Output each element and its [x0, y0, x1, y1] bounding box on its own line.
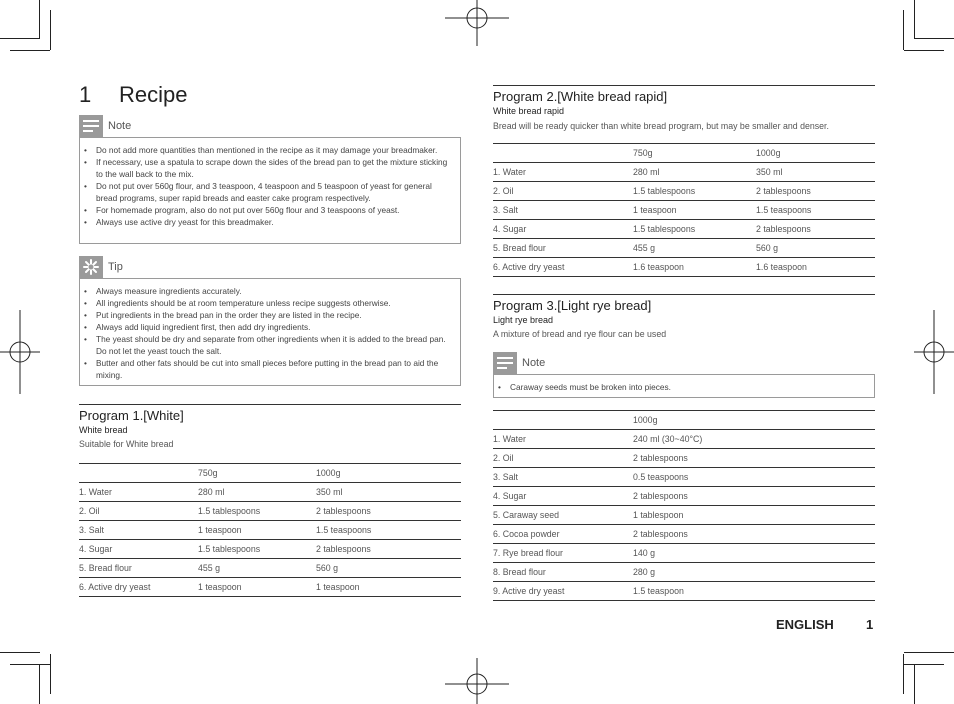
- program-2-table: [493, 143, 875, 277]
- table-row: 9. Active dry yeast 1.5 teaspoon: [493, 582, 875, 601]
- program-1-subtitle: White bread: [79, 425, 128, 435]
- program-1-table: [79, 463, 461, 597]
- list-item: • Do not add more quantities than mentioned in the recipe as it may damage your breadmaker.: [80, 144, 454, 156]
- chapter-title: Recipe: [119, 82, 188, 107]
- program-1-title: Program 1.[White]: [79, 404, 461, 423]
- list-item: • If necessary, use a spatula to scrape down the sides of the bread pan to get the mixture sticking to the wall back to the mix.: [80, 156, 454, 180]
- list-item: • Do not put over 560g flour, and 3 teaspoon, 4 teaspoon and 5 teaspoon of yeast for general bread programs, super rapid breads and easter cake program respectively.: [80, 180, 454, 204]
- list-item: • Butter and other fats should be cut into small pieces before putting in the bread pan to aid the mixing.: [80, 357, 454, 381]
- table-row: 2. Oil 1.5 tablespoons 2 tablespoons: [79, 502, 461, 521]
- note-box: [493, 374, 875, 398]
- table-row: 6. Active dry yeast 1.6 teaspoon 1.6 teaspoon: [493, 258, 875, 277]
- registration-mark-right: [914, 310, 954, 394]
- program-3-description: A mixture of bread and rye flour can be used: [493, 329, 667, 339]
- chapter-number: 1: [79, 82, 92, 107]
- note-label: Note: [108, 120, 132, 132]
- table-row: 6. Active dry yeast 1 teaspoon 1 teaspoon: [79, 578, 461, 597]
- table-row: 3. Salt 1 teaspoon 1.5 teaspoons: [79, 521, 461, 540]
- note-header: [79, 115, 131, 137]
- table-row: 5. Caraway seed 1 tablespoon: [493, 506, 875, 525]
- tip-icon: [79, 256, 103, 278]
- list-item: • Always measure ingredients accurately.: [80, 285, 454, 297]
- page-heading: [79, 82, 187, 108]
- table-row: 3. Salt 1 teaspoon 1.5 teaspoons: [493, 201, 875, 220]
- table-row: 1. Water 240 ml (30~40°C): [493, 430, 875, 449]
- registration-mark-top: [445, 0, 509, 46]
- program-1-description: Suitable for White bread: [79, 439, 174, 449]
- tip-header: [79, 256, 123, 278]
- program-3-title: Program 3.[Light rye bread]: [493, 294, 875, 313]
- table-row: 3. Salt 0.5 teaspoons: [493, 468, 875, 487]
- registration-mark-bottom: [445, 658, 509, 704]
- table-row: 2. Oil 1.5 tablespoons 2 tablespoons: [493, 182, 875, 201]
- list-item: • Always add liquid ingredient first, then add dry ingredients.: [80, 321, 454, 333]
- registration-mark-left: [0, 310, 40, 394]
- note-icon: [79, 115, 103, 137]
- tip-box: [79, 278, 461, 386]
- table-row: 4. Sugar 2 tablespoons: [493, 487, 875, 506]
- list-item: • Caraway seeds must be broken into pieces.: [494, 381, 868, 393]
- table-row: 4. Sugar 1.5 tablespoons 2 tablespoons: [79, 540, 461, 559]
- list-item: • Always use active dry yeast for this breadmaker.: [80, 216, 454, 228]
- table-row: 8. Bread flour 280 g: [493, 563, 875, 582]
- table-row: 7. Rye bread flour 140 g: [493, 544, 875, 563]
- note-icon: [493, 352, 517, 374]
- tip-label: Tip: [108, 261, 123, 273]
- table-row: 1. Water 280 ml 350 ml: [79, 483, 461, 502]
- list-item: • The yeast should be dry and separate from other ingredients when it is added to the bread pan. Do not let the yeast touch the salt.: [80, 333, 454, 357]
- table-header-row: 750g 1000g: [493, 144, 875, 163]
- list-item: • For homemade program, also do not put over 560g flour and 3 teaspoons of yeast.: [80, 204, 454, 216]
- table-row: 6. Cocoa powder 2 tablespoons: [493, 525, 875, 544]
- table-row: 5. Bread flour 455 g 560 g: [79, 559, 461, 578]
- table-row: 5. Bread flour 455 g 560 g: [493, 239, 875, 258]
- table-header-row: 750g 1000g: [79, 464, 461, 483]
- footer-language: ENGLISH: [776, 617, 834, 632]
- program-3-table: [493, 410, 875, 601]
- note-box: [79, 137, 461, 244]
- program-3-subtitle: Light rye bread: [493, 315, 554, 325]
- table-header-row: 1000g: [493, 411, 875, 430]
- program-2-subtitle: White bread rapid: [493, 106, 565, 116]
- program-2-title: Program 2.[White bread rapid]: [493, 85, 875, 104]
- table-row: 2. Oil 2 tablespoons: [493, 449, 875, 468]
- program-2-description: Bread will be ready quicker than white bread program, but may be smaller and denser.: [493, 121, 829, 131]
- note-header: [493, 352, 545, 374]
- page-number: 1: [866, 617, 874, 632]
- note-label: Note: [522, 357, 546, 369]
- list-item: • All ingredients should be at room temperature unless recipe suggests otherwise.: [80, 297, 454, 309]
- table-row: 4. Sugar 1.5 tablespoons 2 tablespoons: [493, 220, 875, 239]
- list-item: • Put ingredients in the bread pan in the order they are listed in the recipe.: [80, 309, 454, 321]
- table-row: 1. Water 280 ml 350 ml: [493, 163, 875, 182]
